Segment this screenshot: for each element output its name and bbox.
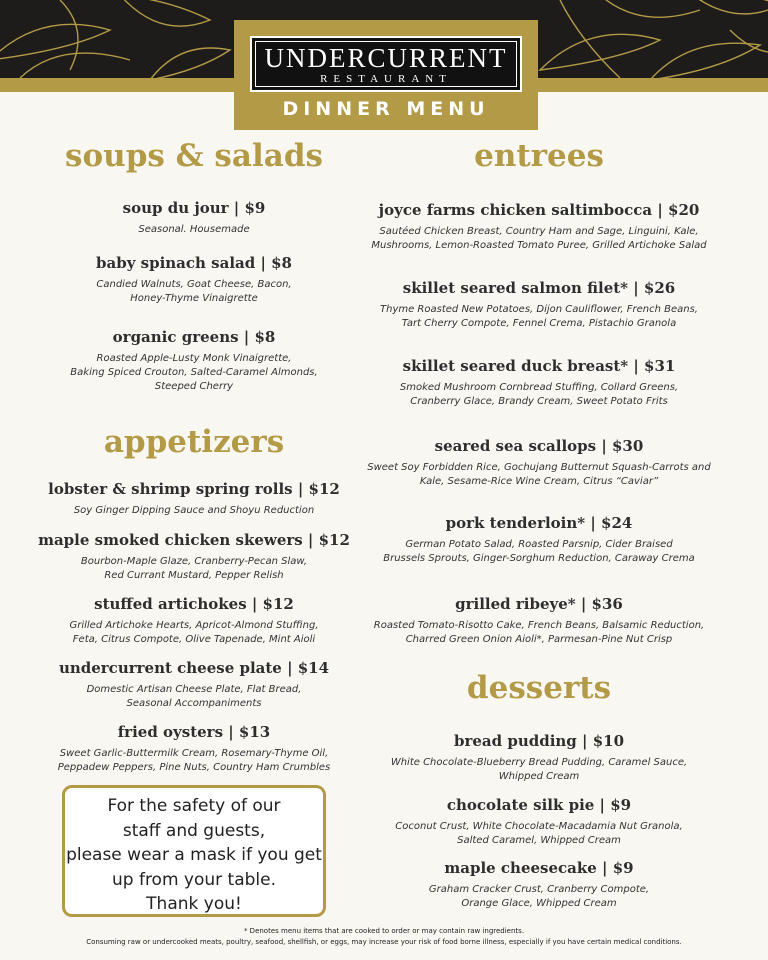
section-heading-entrees: entrees [474,138,604,174]
menu-item-name: joyce farms chicken saltimbocca | $20 [378,201,700,219]
menu-item-description: Bourbon-Maple Glaze, Cranberry-Pecan Slaw, Red Currant Mustard, Pepper Relish [80,556,308,581]
menu-item [38,531,350,583]
menu-item [38,254,350,306]
menu-item-description: Domestic Artisan Cheese Plate, Flat Bread, Seasonal Accompaniments [86,684,302,709]
logo-block [234,20,538,130]
menu-item [38,723,350,775]
menu-item-description: Sautéed Chicken Breast, Country Ham and Sage, Linguini, Kale, Mushrooms, Lemon-Roasted Tomato Puree, Grilled Artichoke Salad [371,226,707,251]
menu-item-name: maple smoked chicken skewers | $12 [38,531,350,549]
menu-item [360,732,718,784]
menu-item-name: undercurrent cheese plate | $14 [58,659,330,677]
menu-item [38,659,350,711]
menu-item-name: bread pudding | $10 [453,732,625,750]
logo [250,36,522,92]
menu-item [360,514,718,566]
menu-item-name: baby spinach salad | $8 [96,254,292,272]
menu-title: DINNER MENU [282,98,490,120]
menu-item-description: Thyme Roasted New Potatoes, Dijon Cauliflower, French Beans, Tart Cherry Compote, Fennel Crema, Pistachio Granola [380,304,698,329]
menu-item [360,201,718,253]
menu-item [360,437,718,489]
menu-item [360,859,718,911]
footnote-food-safety: Consuming raw or undercooked meats, poultry, seafood, shellfish, or eggs, may increase your risk of food borne illness, especially if you have certain medical conditions. [86,938,682,946]
menu-item-description: German Potato Salad, Roasted Parsnip, Cider Braised Brussels Sprouts, Ginger-Sorghum Reduction, Caraway Crema [383,539,695,564]
menu-item-name: maple cheesecake | $9 [444,859,634,877]
menu-item-description: White Chocolate-Blueberry Bread Pudding, Caramel Sauce, Whipped Cream [390,757,688,782]
menu-item-name: fried oysters | $13 [117,723,271,741]
menu-item-name: grilled ribeye* | $36 [455,595,623,613]
menu-item [360,796,718,848]
menu-item-description: Graham Cracker Crust, Cranberry Compote, Orange Glace, Whipped Cream [428,884,650,909]
menu-item [38,480,350,518]
mask-notice-text: For the safety of our staff and guests, please wear a mask if you get up from your table. Thank you! [66,796,322,914]
menu-item [38,199,350,237]
menu-item-name: lobster & shrimp spring rolls | $12 [48,480,340,498]
menu-item-description: Coconut Crust, White Chocolate-Macadamia Nut Granola, Salted Caramel, Whipped Cream [395,821,683,846]
menu-item-description: Roasted Tomato-Risotto Cake, French Beans, Balsamic Reduction, Charred Green Onion Aioli*, Parmesan-Pine Nut Crisp [373,620,705,645]
restaurant-name: UNDERCURRENT [264,43,508,73]
mask-notice-box [62,785,326,917]
menu-item-name: skillet seared salmon filet* | $26 [402,279,676,297]
menu-item-description: Sweet Garlic-Buttermilk Cream, Rosemary-Thyme Oil, Peppadew Peppers, Pine Nuts, Country Ham Crumbles [57,748,331,773]
menu-item-description: Roasted Apple-Lusty Monk Vinaigrette, Baking Spiced Crouton, Salted-Caramel Almonds, Steeped Cherry [70,353,318,392]
menu-item-description: Seasonal. Housemade [138,224,250,235]
menu-item [360,357,718,409]
menu-item-description: Candied Walnuts, Goat Cheese, Bacon, Honey-Thyme Vinaigrette [96,279,292,304]
section-heading-soups-salads: soups & salads [65,138,323,174]
menu-item-name: seared sea scallops | $30 [434,437,644,455]
menu-item-name: skillet seared duck breast* | $31 [402,357,676,375]
menu-item [360,279,718,331]
menu-item-description: Grilled Artichoke Hearts, Apricot-Almond Stuffing, Feta, Citrus Compote, Olive Tapenade, Mint Aioli [69,620,319,645]
menu-item-name: chocolate silk pie | $9 [446,796,632,814]
menu-item-description: Sweet Soy Forbidden Rice, Gochujang Butternut Squash-Carrots and Kale, Sesame-Rice Wine Cream, Citrus “Caviar” [367,462,711,487]
menu-item-description: Soy Ginger Dipping Sauce and Shoyu Reduction [73,505,315,516]
menu-item-name: pork tenderloin* | $24 [445,514,633,532]
menu-item [38,328,350,394]
menu-item-name: soup du jour | $9 [122,199,266,217]
menu-item-name: organic greens | $8 [112,328,276,346]
menu-item [360,595,718,647]
footnote-cooked-to-order: * Denotes menu items that are cooked to order or may contain raw ingredients. [243,927,525,935]
menu-item [38,595,350,647]
menu-item-description: Smoked Mushroom Cornbread Stuffing, Collard Greens, Cranberry Glace, Brandy Cream, Sweet Potato Frits [399,382,679,407]
section-heading-appetizers: appetizers [103,424,285,460]
restaurant-subtitle: RESTAURANT [320,73,452,85]
section-heading-desserts: desserts [466,670,612,706]
menu-item-name: stuffed artichokes | $12 [94,595,294,613]
